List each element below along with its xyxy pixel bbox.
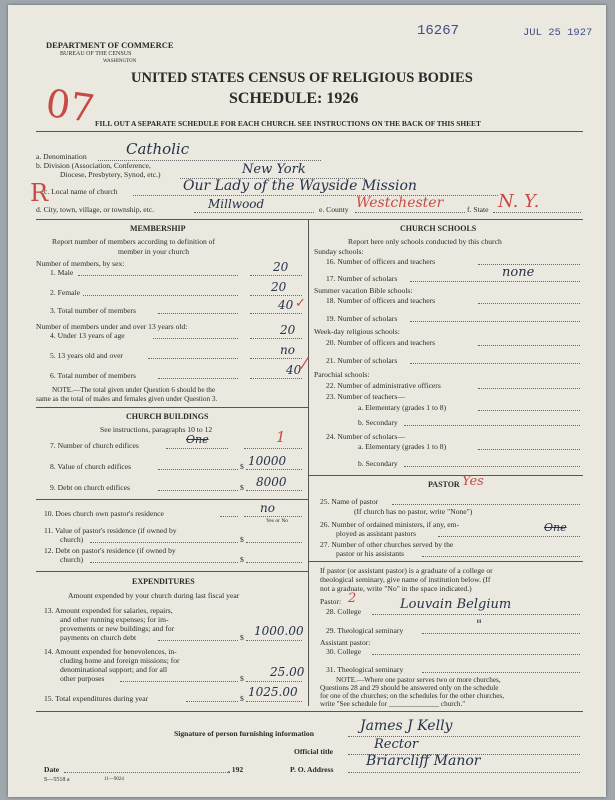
membership-intro-2: member in your church: [118, 247, 190, 256]
official-title-label: Official title: [294, 747, 334, 756]
q7-answer: 1: [276, 428, 286, 446]
q14-line: [246, 681, 302, 682]
rule-expenditures: [36, 571, 308, 572]
q13-line: [246, 640, 302, 641]
q5-leader: [148, 358, 238, 359]
rule-top: [36, 131, 583, 132]
assistant-pastor-subheading: Assistant pastor:: [320, 638, 371, 647]
q13-label-3: provements or new buildings; and for: [60, 624, 175, 633]
signature-value: James J Kelly: [360, 718, 453, 734]
q30-line: [372, 654, 580, 655]
buildings-intro: See instructions, paragraphs 10 to 12: [100, 425, 213, 434]
pastor-red-mark: Yes: [462, 474, 484, 489]
q19-label: 19. Number of scholars: [326, 314, 398, 323]
red-code-mark: 07: [43, 80, 98, 132]
date-line: [64, 772, 230, 773]
address-line: [348, 772, 580, 773]
q1-answer: 20: [273, 260, 289, 274]
q14-leader: [120, 681, 238, 682]
q12-currency: $: [240, 555, 244, 564]
q10-line: [244, 516, 302, 517]
q31-label: 31. Theological seminary: [326, 665, 404, 674]
q12-label-2: church): [60, 555, 84, 564]
buildings-heading: CHURCH BUILDINGS: [126, 412, 209, 421]
county-label: e. County: [319, 205, 349, 214]
state-line: [493, 212, 581, 213]
q14-label: 14. Amount expended for benevolences, in-: [44, 647, 177, 656]
q26-answer: One: [544, 521, 567, 534]
education-intro: If pastor (or assistant pastor) is a graduate of a college or: [320, 566, 493, 575]
state-value: N. Y.: [498, 191, 540, 212]
q17-label: 17. Number of scholars: [326, 274, 398, 283]
q15-currency: $: [240, 694, 244, 703]
division-label: b. Division (Association, Conference,: [36, 161, 151, 170]
q25-line: [392, 504, 580, 505]
q4-leader: [153, 338, 238, 339]
date-year: , 192: [228, 765, 244, 774]
q26-label-2: ployed as assistant pastors: [336, 529, 416, 538]
q11-label: 11. Value of pastor's residence (if owned by: [44, 526, 177, 535]
q20-line: [478, 345, 580, 346]
pastor-note-2: Questions 28 and 29 should be answered only on the schedule: [320, 684, 499, 692]
q14-label-4: other purposes: [60, 674, 105, 683]
q5-line: [250, 358, 302, 359]
rule-education: [308, 561, 583, 562]
q24a-line: [478, 449, 580, 450]
q14-label-3: denominational support; and for all: [60, 665, 168, 674]
q2-label: 2. Female: [50, 288, 80, 297]
bureau-name: BUREAU OF THE CENSUS: [60, 51, 132, 57]
q4-label: 4. Under 13 years of age: [50, 331, 125, 340]
official-title-value: Rector: [374, 737, 419, 752]
q20-label: 20. Number of officers and teachers: [326, 338, 436, 347]
q2-leader: [83, 295, 238, 296]
q25-hint: (If church has no pastor, write "None"): [354, 507, 473, 516]
q29-answer: ": [476, 618, 482, 633]
q14-answer: 25.00: [270, 665, 305, 679]
q24-label: 24. Number of scholars—: [326, 432, 405, 441]
q24b-line: [404, 466, 580, 467]
q24b-label: b. Secondary: [358, 459, 398, 468]
q30-label: 30. College: [326, 647, 362, 656]
q23b-label: b. Secondary: [358, 418, 398, 427]
q2-answer: 20: [271, 280, 287, 294]
education-intro-2: theological seminary, give name of institution below. (If: [320, 575, 491, 584]
form-title: UNITED STATES CENSUS OF RELIGIOUS BODIES: [131, 70, 473, 86]
pastor-note-3: for one of the churches; on the schedules for the other churches,: [320, 692, 505, 700]
rule-signature: [36, 711, 583, 712]
q12-line: [246, 562, 302, 563]
q7-struck-answer: One: [186, 433, 209, 446]
q3-leader: [158, 313, 238, 314]
q10-label: 10. Does church own pastor's residence: [44, 509, 164, 518]
address-label: P. O. Address: [290, 765, 334, 774]
division-value: New York: [242, 162, 306, 177]
local-name-value: Our Lady of the Wayside Mission: [183, 178, 417, 194]
county-value: Westchester: [356, 195, 444, 211]
q9-line: [246, 490, 302, 491]
q6-check: /: [299, 352, 310, 373]
q23a-label: a. Elementary (grades 1 to 8): [358, 403, 447, 412]
q28-label: 28. College: [326, 607, 362, 616]
rule-identification: [36, 219, 583, 220]
under-over-label: Number of members under and over 13 years old:: [36, 322, 188, 331]
q15-label: 15. Total expenditures during year: [44, 694, 149, 703]
q18-line: [478, 303, 580, 304]
column-divider: [308, 219, 309, 706]
q13-label-4: payments on church debt: [60, 633, 137, 642]
q26-line: [438, 536, 580, 537]
bureau-city: WASHINGTON: [103, 59, 137, 64]
q13-currency: $: [240, 633, 244, 642]
q3-line: [250, 313, 302, 314]
q4-line: [250, 338, 302, 339]
q28-line: [372, 614, 580, 615]
q5-label: 5. 13 years old and over: [50, 351, 123, 360]
pastor-note: NOTE.—Where one pastor serves two or more churches,: [336, 676, 501, 684]
pastor-note-4: write "See schedule for ______________ church.": [320, 700, 466, 708]
q23-label: 23. Number of teachers—: [326, 392, 405, 401]
q13-label: 13. Amount expended for salaries, repairs,: [44, 606, 173, 615]
q11-currency: $: [240, 535, 244, 544]
serial-number-stamp: 16267: [417, 23, 460, 39]
denomination-label: a. Denomination: [36, 152, 87, 161]
q10-leader: [220, 516, 238, 517]
pastor-heading: PASTOR: [428, 480, 460, 489]
division-label-2: Diocese, Presbytery, Synod, etc.): [60, 170, 161, 179]
q6-answer: 40: [286, 363, 302, 377]
q11-line: [246, 542, 302, 543]
q21-line: [410, 363, 580, 364]
q14-currency: $: [240, 674, 244, 683]
q8-line: [246, 469, 302, 470]
q28-red-mark: 2: [348, 591, 357, 606]
q6-leader: [158, 378, 238, 379]
by-sex-label: Number of members, by sex:: [36, 259, 125, 268]
q9-label: 9. Debt on church edifices: [50, 483, 130, 492]
local-name-label: c. Local name of church: [44, 187, 118, 196]
q9-answer: 8000: [256, 475, 287, 489]
q8-label: 8. Value of church edifices: [50, 462, 132, 471]
schools-heading: CHURCH SCHOOLS: [400, 224, 477, 233]
q27-label-2: pastor or his assistants: [336, 549, 405, 558]
expenditures-intro: Amount expended by your church during last fiscal year: [68, 591, 240, 600]
q23a-line: [478, 410, 580, 411]
q1-line: [250, 275, 302, 276]
q24a-label: a. Elementary (grades 1 to 8): [358, 442, 447, 451]
q12-label: 12. Debt on pastor's residence (if owned by: [44, 546, 176, 555]
q15-answer: 1025.00: [248, 685, 298, 699]
signature-label: Signature of person furnishing information: [174, 729, 314, 738]
q6-line: [250, 378, 302, 379]
form-subtitle: SCHEDULE: 1926: [229, 90, 359, 107]
county-line: [355, 212, 465, 213]
yes-no-hint: Yes or No: [266, 518, 289, 524]
date-label: Date: [44, 765, 60, 774]
q26-label: 26. Number of ordained ministers, if any, em-: [320, 520, 460, 529]
q16-label: 16. Number of officers and teachers: [326, 257, 436, 266]
state-label: f. State: [467, 205, 489, 214]
q1-label: 1. Male: [50, 268, 74, 277]
q13-answer: 1000.00: [254, 624, 304, 638]
summer-schools-label: Summer vacation Bible schools:: [314, 286, 413, 295]
membership-heading: MEMBERSHIP: [130, 224, 186, 233]
sunday-schools-label: Sunday schools:: [314, 247, 364, 256]
q15-leader: [186, 701, 238, 702]
q21-label: 21. Number of scholars: [326, 356, 398, 365]
department-name: DEPARTMENT OF COMMERCE: [46, 40, 174, 50]
parochial-schools-label: Parochial schools:: [314, 370, 370, 379]
membership-intro: Report number of members according to definition of: [52, 237, 216, 246]
q13-label-2: and other running expenses; for im-: [60, 615, 169, 624]
q29-label: 29. Theological seminary: [326, 626, 404, 635]
q7-leader: [166, 448, 228, 449]
q8-answer: 10000: [248, 454, 287, 468]
census-form-sheet: [8, 5, 606, 797]
q10-answer: no: [260, 501, 275, 515]
city-line: [194, 212, 314, 213]
q7-line: [244, 448, 302, 449]
rule-residence: [36, 499, 308, 500]
q17-line: [410, 281, 580, 282]
q3-check: ✓: [295, 296, 306, 311]
schools-intro: Report here only schools conducted by this church: [348, 237, 502, 246]
q31-line: [422, 672, 580, 673]
city-label: d. City, town, village, or township, etc.: [36, 205, 155, 214]
q27-label: 27. Number of other churches served by the: [320, 540, 454, 549]
form-number: S—5518 a: [44, 777, 70, 783]
q29-line: [422, 633, 580, 634]
q12-leader: [90, 562, 238, 563]
weekday-schools-label: Week-day religious schools:: [314, 327, 400, 336]
q11-leader: [90, 542, 238, 543]
q22-label: 22. Number of administrative officers: [326, 381, 441, 390]
pastor-subheading: Pastor:: [320, 597, 342, 606]
print-number: 11—9024: [104, 777, 124, 782]
q7-label: 7. Number of church edifices: [50, 441, 139, 450]
q13-leader: [158, 640, 238, 641]
q9-currency: $: [240, 483, 244, 492]
red-check-mark: R: [30, 179, 49, 207]
q8-leader: [158, 469, 238, 470]
rule-buildings: [36, 407, 308, 408]
q19-line: [410, 321, 580, 322]
q11-label-2: church): [60, 535, 84, 544]
address-value: Briarcliff Manor: [366, 753, 481, 769]
expenditures-heading: EXPENDITURES: [132, 577, 195, 586]
q23b-line: [404, 425, 580, 426]
q3-answer: 40: [278, 298, 294, 312]
q28-answer: Louvain Belgium: [400, 597, 512, 612]
q9-leader: [158, 490, 238, 491]
q3-label: 3. Total number of members: [50, 306, 137, 315]
q17-answer: none: [502, 265, 535, 280]
q6-label: 6. Total number of members: [50, 371, 137, 380]
education-intro-3: not a graduate, write "No" in the space indicated.): [320, 584, 472, 593]
q25-label: 25. Name of pastor: [320, 497, 379, 506]
q8-currency: $: [240, 462, 244, 471]
denomination-value: Catholic: [126, 140, 190, 158]
form-instructions: FILL OUT A SEPARATE SCHEDULE FOR EACH CHURCH. SEE INSTRUCTIONS ON THE BACK OF THIS SHEET: [95, 119, 481, 128]
q4-answer: 20: [280, 323, 296, 337]
q18-label: 18. Number of officers and teachers: [326, 296, 436, 305]
q5-answer: no: [280, 343, 295, 357]
q27-line: [422, 556, 580, 557]
received-date-stamp: JUL 25 1927: [523, 27, 593, 39]
q22-line: [478, 388, 580, 389]
rule-pastor: [308, 475, 583, 476]
membership-note-2: same as the total of males and females given under Question 3.: [36, 395, 218, 403]
membership-note: NOTE.—The total given under Question 6 should be the: [52, 386, 216, 394]
q1-leader: [78, 275, 238, 276]
city-value: Millwood: [208, 197, 265, 211]
q14-label-2: cluding home and foreign missions; for: [60, 656, 180, 665]
q15-line: [246, 701, 302, 702]
